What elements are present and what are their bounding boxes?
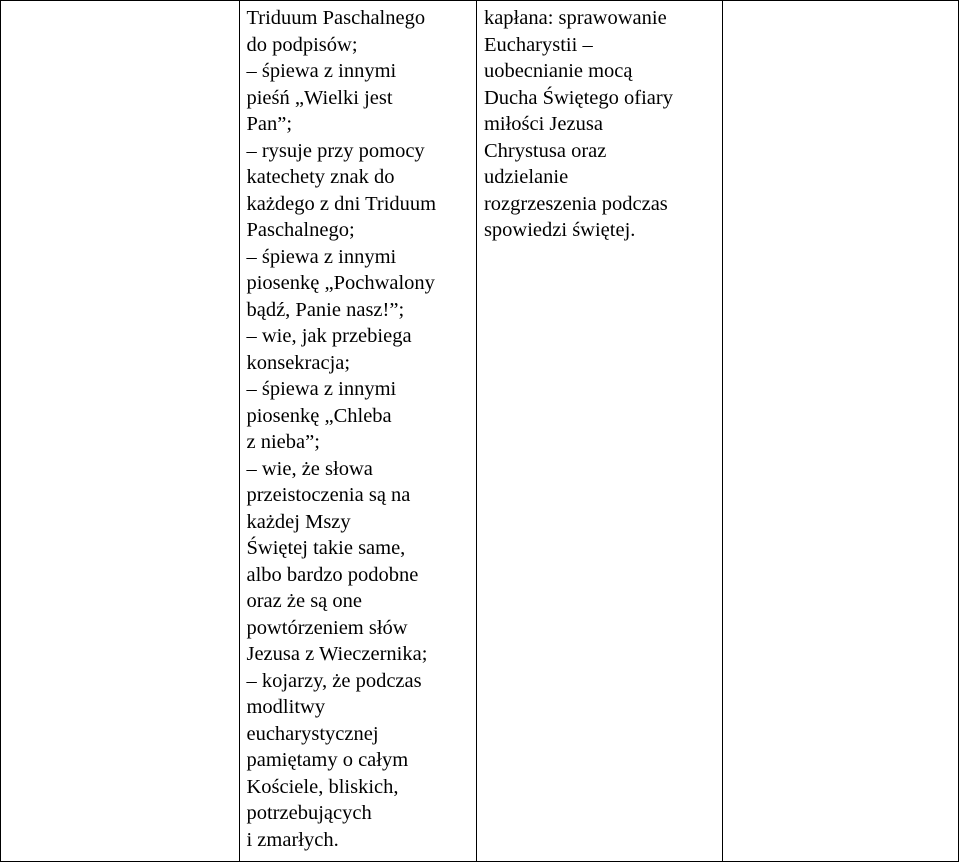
text-line: – kojarzy, że podczas <box>246 669 422 692</box>
text-line: Kościele, bliskich, <box>246 775 399 798</box>
text-line: Chrystusa oraz <box>483 139 607 162</box>
text-line: katechety znak do <box>246 166 395 188</box>
text-line: modlitwy <box>246 696 326 718</box>
text-line: – wie, że słowa <box>246 457 373 480</box>
text-line: – wie, jak przebiega <box>246 325 412 347</box>
col-3-text <box>477 1 723 244</box>
text-line: Pan”; <box>246 113 293 135</box>
text-line: – śpiewa z innymi <box>246 245 397 268</box>
text-line: – rysuje przy pomocy <box>246 139 425 162</box>
text-line: albo bardzo podobne <box>246 563 419 586</box>
text-line: konsekracja; <box>246 351 351 374</box>
text-line: powtórzeniem słów <box>246 616 408 639</box>
text-line: piosenkę „Pochwalony <box>246 272 435 294</box>
text-line: bądź, Panie nasz!”; <box>246 298 405 321</box>
text-line: oraz że są one <box>246 590 363 612</box>
text-line: pamiętamy o całym <box>246 749 409 771</box>
text-line: miłości Jezusa <box>483 113 603 135</box>
text-line: przeistoczenia są na <box>246 484 411 506</box>
text-line: Jezusa z Wieczernika; <box>246 643 428 665</box>
text-line: piosenkę „Chleba <box>246 404 392 427</box>
text-line: Eucharystii – <box>483 33 593 56</box>
text-line: udzielanie <box>483 166 569 188</box>
text-line: i zmarłych. <box>246 828 339 851</box>
table-row <box>1 1 959 862</box>
text-line: do podpisów; <box>246 33 358 56</box>
text-line: każdej Mszy <box>246 510 351 533</box>
text-line: kapłana: sprawowanie <box>483 7 667 29</box>
text-line: spowiedzi świętej. <box>483 219 636 241</box>
text-line: każdego z dni Triduum <box>246 192 437 215</box>
table-cell-col-4 <box>723 1 959 862</box>
text-line: rozgrzeszenia podczas <box>483 192 668 215</box>
text-line: Paschalnego; <box>246 219 355 241</box>
table-cell-col-3 <box>476 1 723 862</box>
text-line: Triduum Paschalnego <box>246 7 426 29</box>
text-line: uobecnianie mocą <box>483 60 633 82</box>
text-line: eucharystycznej <box>246 722 379 745</box>
col-2-text <box>240 1 475 853</box>
text-line: z nieba”; <box>246 431 320 453</box>
text-line: – śpiewa z innymi <box>246 60 397 82</box>
text-line: – śpiewa z innymi <box>246 378 397 400</box>
text-line: pieśń „Wielki jest <box>246 86 393 109</box>
text-line: potrzebujących <box>246 802 372 824</box>
table-cell-col-2 <box>240 1 476 862</box>
table-cell-col-1 <box>1 1 240 862</box>
text-line: Świętej takie same, <box>246 537 406 559</box>
text-line: Ducha Świętego ofiary <box>483 86 673 109</box>
